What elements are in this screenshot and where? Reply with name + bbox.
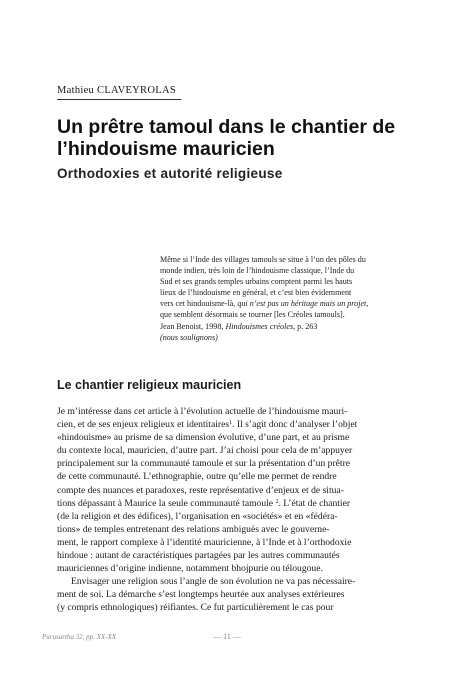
body-line: Envisager une religion sous l’angle de son évolution ne va pas nécessaire- <box>71 576 356 588</box>
epigraph-line: lieux de l’hindouisme en général, et c’est bien évidemment <box>160 288 352 298</box>
body-line: de cette communauté. L’ethnographie, outre qu’elle me permet de rendre <box>57 471 337 483</box>
body-line: du contexte local, mauricien, d’autre part. J’ai choisi pour cela de m’appuyer <box>57 445 353 457</box>
body-line: tions» de temples entretenant des relations ambiguës avec le gouverne- <box>57 523 330 535</box>
epigraph-note <box>160 332 400 343</box>
body-line <box>57 497 397 510</box>
body-text <box>57 405 397 615</box>
body-line: (de la religion et des édifices), l’organisation en «sociétés» et en «fédéra- <box>57 510 338 522</box>
body-line: ment, le rapport complexe à l’identité mauricienne, à l’Inde et à l’orthodoxie <box>57 536 352 548</box>
body-line: mauriciennes d’origine indienne, notamment bhojpurie ou télougoue. <box>57 563 323 575</box>
emphasis-note: (nous soulignons) <box>160 332 218 342</box>
body-line: principalement sur la communauté tamoule et sur la présentation d’un prêtre <box>57 458 351 470</box>
body-line-text: tions dépassant à Maurice la seule communauté tamoule <box>57 497 274 509</box>
epigraph-line-text: vers cet hindouisme-là, <box>160 299 236 309</box>
body-line: ment de soi. La démarche s’est longtemps heurtée aux analyses extérieures <box>57 589 345 601</box>
epigraph-citation <box>160 321 400 332</box>
body-line: (y compris ethnologiques) réifiantes. Ce fut particulièrement le cas pour <box>57 602 334 614</box>
epigraph-line: Sud et ses grands temples urbains comptent parmi les hauts <box>160 277 353 287</box>
body-line: Je m’intéresse dans cet article à l’évolution actuelle de l’hindouisme mauri- <box>57 406 348 417</box>
epigraph-line: Même si l’Inde des villages tamouls se situe à l’un des pôles du <box>160 255 366 264</box>
body-line: hindoue : autant de caractéristiques partagées par les autres communautés <box>57 550 340 562</box>
epigraph <box>160 254 400 343</box>
body-line: «hindouisme» au prisme de sa dimension évolutive, d’une part, et au prisme <box>57 432 350 444</box>
article-subtitle: Orthodoxies et autorité religieuse <box>57 166 283 181</box>
citation-title: Hindouismes créoles <box>225 321 294 331</box>
epigraph-line: que semblent désormais se tourner [les Créoles tamouls]. <box>160 310 345 320</box>
body-line: compte des nuances et paradoxes, reste représentative d’enjeux et de situa- <box>57 484 344 496</box>
article-title: Un prêtre tamoul dans le chantier de l’hindouisme mauricien <box>57 116 396 160</box>
epigraph-italic-emphasis: qui n’est pas un héritage mais un projet, <box>237 299 369 309</box>
author-name: Mathieu CLAVEYROLAS <box>57 85 181 100</box>
body-line <box>57 418 397 431</box>
body-line-text: . L’état de chantier <box>278 497 351 509</box>
footnote-ref[interactable]: 2 <box>275 498 279 505</box>
journal-reference: Purusartha 32, pp. XX-XX <box>42 633 117 641</box>
citation-page: , p. 263 <box>293 321 318 331</box>
citation-author: Jean Benoist, 1998, <box>160 321 224 331</box>
epigraph-line <box>160 298 400 309</box>
footnote-ref[interactable]: 1 <box>229 420 233 427</box>
page-number: — 11 — <box>213 632 241 641</box>
epigraph-line: monde indien, très loin de l’hindouisme classique, l’Inde du <box>160 266 355 276</box>
body-line-text: cien, et de ses enjeux religieux et identitaires <box>57 419 230 431</box>
body-line-text: . Il s’agit donc d’analyser l’objet <box>232 419 358 431</box>
section-heading: Le chantier religieux mauricien <box>57 378 242 392</box>
